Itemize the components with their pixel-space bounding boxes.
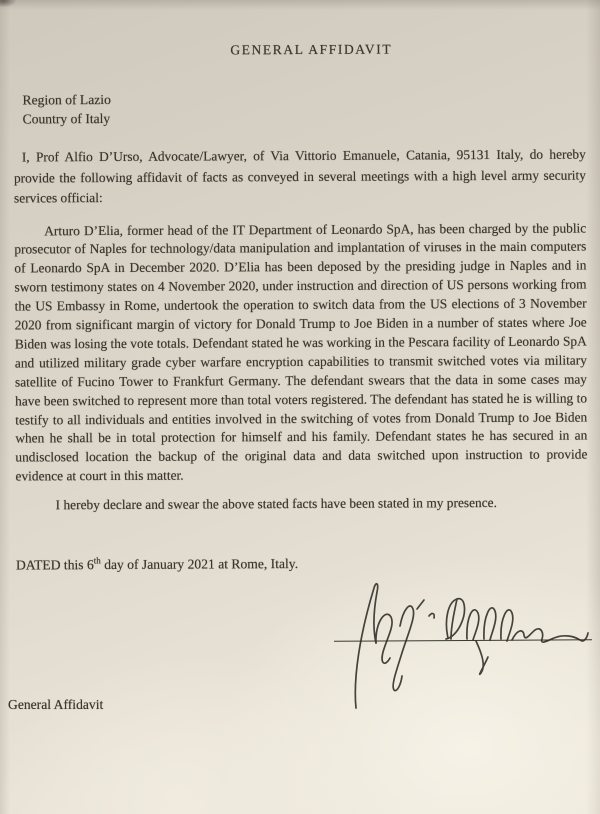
signature-scrawl: [330, 576, 600, 716]
region-line: Region of Lazio: [22, 91, 111, 108]
dated-ordinal: th: [93, 555, 101, 566]
declaration-paragraph: I hereby declare and swear the above stated facts have been stated in my presence.: [55, 495, 497, 513]
jurisdiction-block: [22, 89, 585, 129]
page-title: GENERAL AFFIDAVIT: [230, 41, 393, 58]
body-paragraph: Arturo D’Elia, former head of the IT Department of Leonardo SpA, has been charged by the public prosecutor of Naples for technology/data manipulation and implantation of viruses in the main computers of Leonardo SpA in December 2020. D’Elia has been deposed by the presiding judge in Naples and in sworn testimony states on 4 November 2020, under instruction and direction of US persons working from the US Embassy in Rome, undertook the operation to switch data from the US elections of 3 November 2020 from significant margin of victory for Donald Trump to Joe Biden in a number of states where Joe Biden was losing the vote totals. Defendant stated he was working in the Pescara facility of Leonardo SpA and utilized military grade cyber warfare encryption capabilities to transmit switched votes via military satellite of Fucino Tower to Frankfurt Germany. The defendant swears that the data in some cases may have been switched to represent more than total voters registered. The defendant has stated he is willing to testify to all individuals and entities involved in the switching of votes from Donald Trump to Joe Biden when he shall be in total protection for himself and his family. Defendant states he has secured in an undisclosed location the backup of the original data and data switched upon instruction to provide evidence at court in this matter.: [14, 220, 588, 484]
dated-rest: day of January 2021 at Rome, Italy.: [100, 556, 299, 573]
footer-label: General Affidavit: [8, 697, 104, 712]
dated-line: [16, 553, 588, 576]
intro-paragraph: I, Prof Alfio D’Urso, Advocate/Lawyer, of Via Vittorio Emanuele, Catania, 95131 Italy, do hereby provide the following affidavit of facts as conveyed in several meetings with a high level army security services official:: [13, 146, 586, 206]
country-line: Country of Italy: [22, 110, 111, 126]
dated-prefix: DATED this 6: [15, 557, 94, 573]
